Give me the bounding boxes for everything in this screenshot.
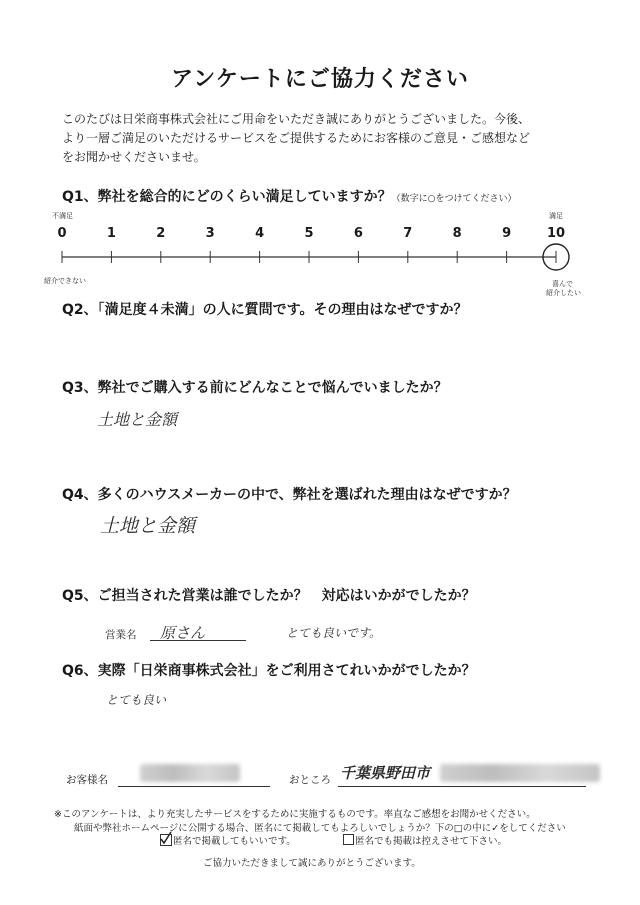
scale-number-0[interactable]: 0 <box>57 226 67 241</box>
scale-label-low-bottom: 紹介できない <box>44 277 86 285</box>
option-2-label: 匿名でも掲載は控えさせて下さい。 <box>355 836 508 847</box>
option-1-checkbox[interactable] <box>160 834 172 846</box>
scale-number-10[interactable]: 10 <box>546 226 566 241</box>
question-6-text: Q6、実際「日栄商事株式会社」をご利用さてれいかがでしたか？ <box>62 663 476 679</box>
sales-response: とても良いです。 <box>286 626 382 640</box>
address-label: おところ <box>289 774 331 786</box>
scale-label-high: 満足 <box>549 212 563 220</box>
customer-name-redacted <box>140 764 240 782</box>
customer-name-label: お客様名 <box>66 774 108 786</box>
scale-label-high-bottom-1: 喜んで <box>552 280 573 288</box>
intro-text <box>62 110 602 167</box>
intro-line-2: より一層ご満足のいただけるサービスをご提供するためにお客様のご意見・ご感想など <box>62 131 531 145</box>
question-3-answer: 土地と金額 <box>97 410 178 429</box>
address-line <box>338 786 586 787</box>
question-1-text: Q1、弊社を総合的にどのくらい満足していますか？ <box>62 189 392 205</box>
check-mark-icon <box>160 831 172 845</box>
scale-label-low: 不満足 <box>52 212 73 220</box>
scale-number-1[interactable]: 1 <box>106 226 116 241</box>
option-2-checkbox[interactable] <box>343 834 354 845</box>
sales-name-label: 営業名 <box>105 629 137 641</box>
scale-label-high-bottom-2: 紹介したい <box>546 289 581 297</box>
question-5-text: Q5、ご担当された営業は誰でしたか？ 対応はいかがでしたか？ <box>62 588 476 604</box>
scale-number-7[interactable]: 7 <box>403 226 413 241</box>
question-6-answer: とても良い <box>106 693 167 707</box>
option-1-label: 匿名で掲載してもいいです。 <box>173 836 296 847</box>
address-visible: 千葉県野田市 <box>340 764 431 782</box>
scale-number-6[interactable]: 6 <box>353 226 363 241</box>
customer-name-line <box>118 786 270 787</box>
intro-line-3: をお聞かせくださいませ。 <box>62 150 206 164</box>
question-1-note: （数字に○をつけてください） <box>391 194 517 204</box>
question-2-text: Q2、「満足度４未満」の人に質問です。その理由はなぜですか？ <box>62 302 468 318</box>
address-redacted <box>440 764 600 782</box>
intro-line-1: このたびは日栄商事株式会社にご用命をいただき誠にありがとうございました。今後、 <box>62 112 531 126</box>
scale-number-3[interactable]: 3 <box>205 226 215 241</box>
sales-name-value: 原さん <box>160 624 206 642</box>
question-1 <box>62 186 517 206</box>
scale-number-2[interactable]: 2 <box>156 226 166 241</box>
footer-note-2: 紙面や弊社ホームページに公開する場合、匿名にて掲載してもよろしいでしょうか？下の□の中に✓をしてください <box>74 823 566 834</box>
question-3-text: Q3、弊社でご購入する前にどんなことで悩んでいましたか？ <box>62 380 448 396</box>
question-4-text: Q4、多くのハウスメーカーの中で、弊社を選ばれた理由はなぜですか？ <box>62 487 517 503</box>
scale-number-9[interactable]: 9 <box>502 226 512 241</box>
footer-thanks: ご協力いただきまして誠にありがとうございます。 <box>203 858 421 869</box>
question-4-answer: 土地と金額 <box>100 515 196 537</box>
scale-number-4[interactable]: 4 <box>255 226 265 241</box>
footer-note-1: ※このアンケートは、より充実したサービスをするために実施するものです。率直なご感想をお聞かせください。 <box>54 809 536 820</box>
scale-number-5[interactable]: 5 <box>304 226 314 241</box>
satisfaction-scale-line <box>0 240 640 285</box>
page-title: アンケートにご協力ください <box>171 67 469 92</box>
scale-number-8[interactable]: 8 <box>452 226 462 241</box>
